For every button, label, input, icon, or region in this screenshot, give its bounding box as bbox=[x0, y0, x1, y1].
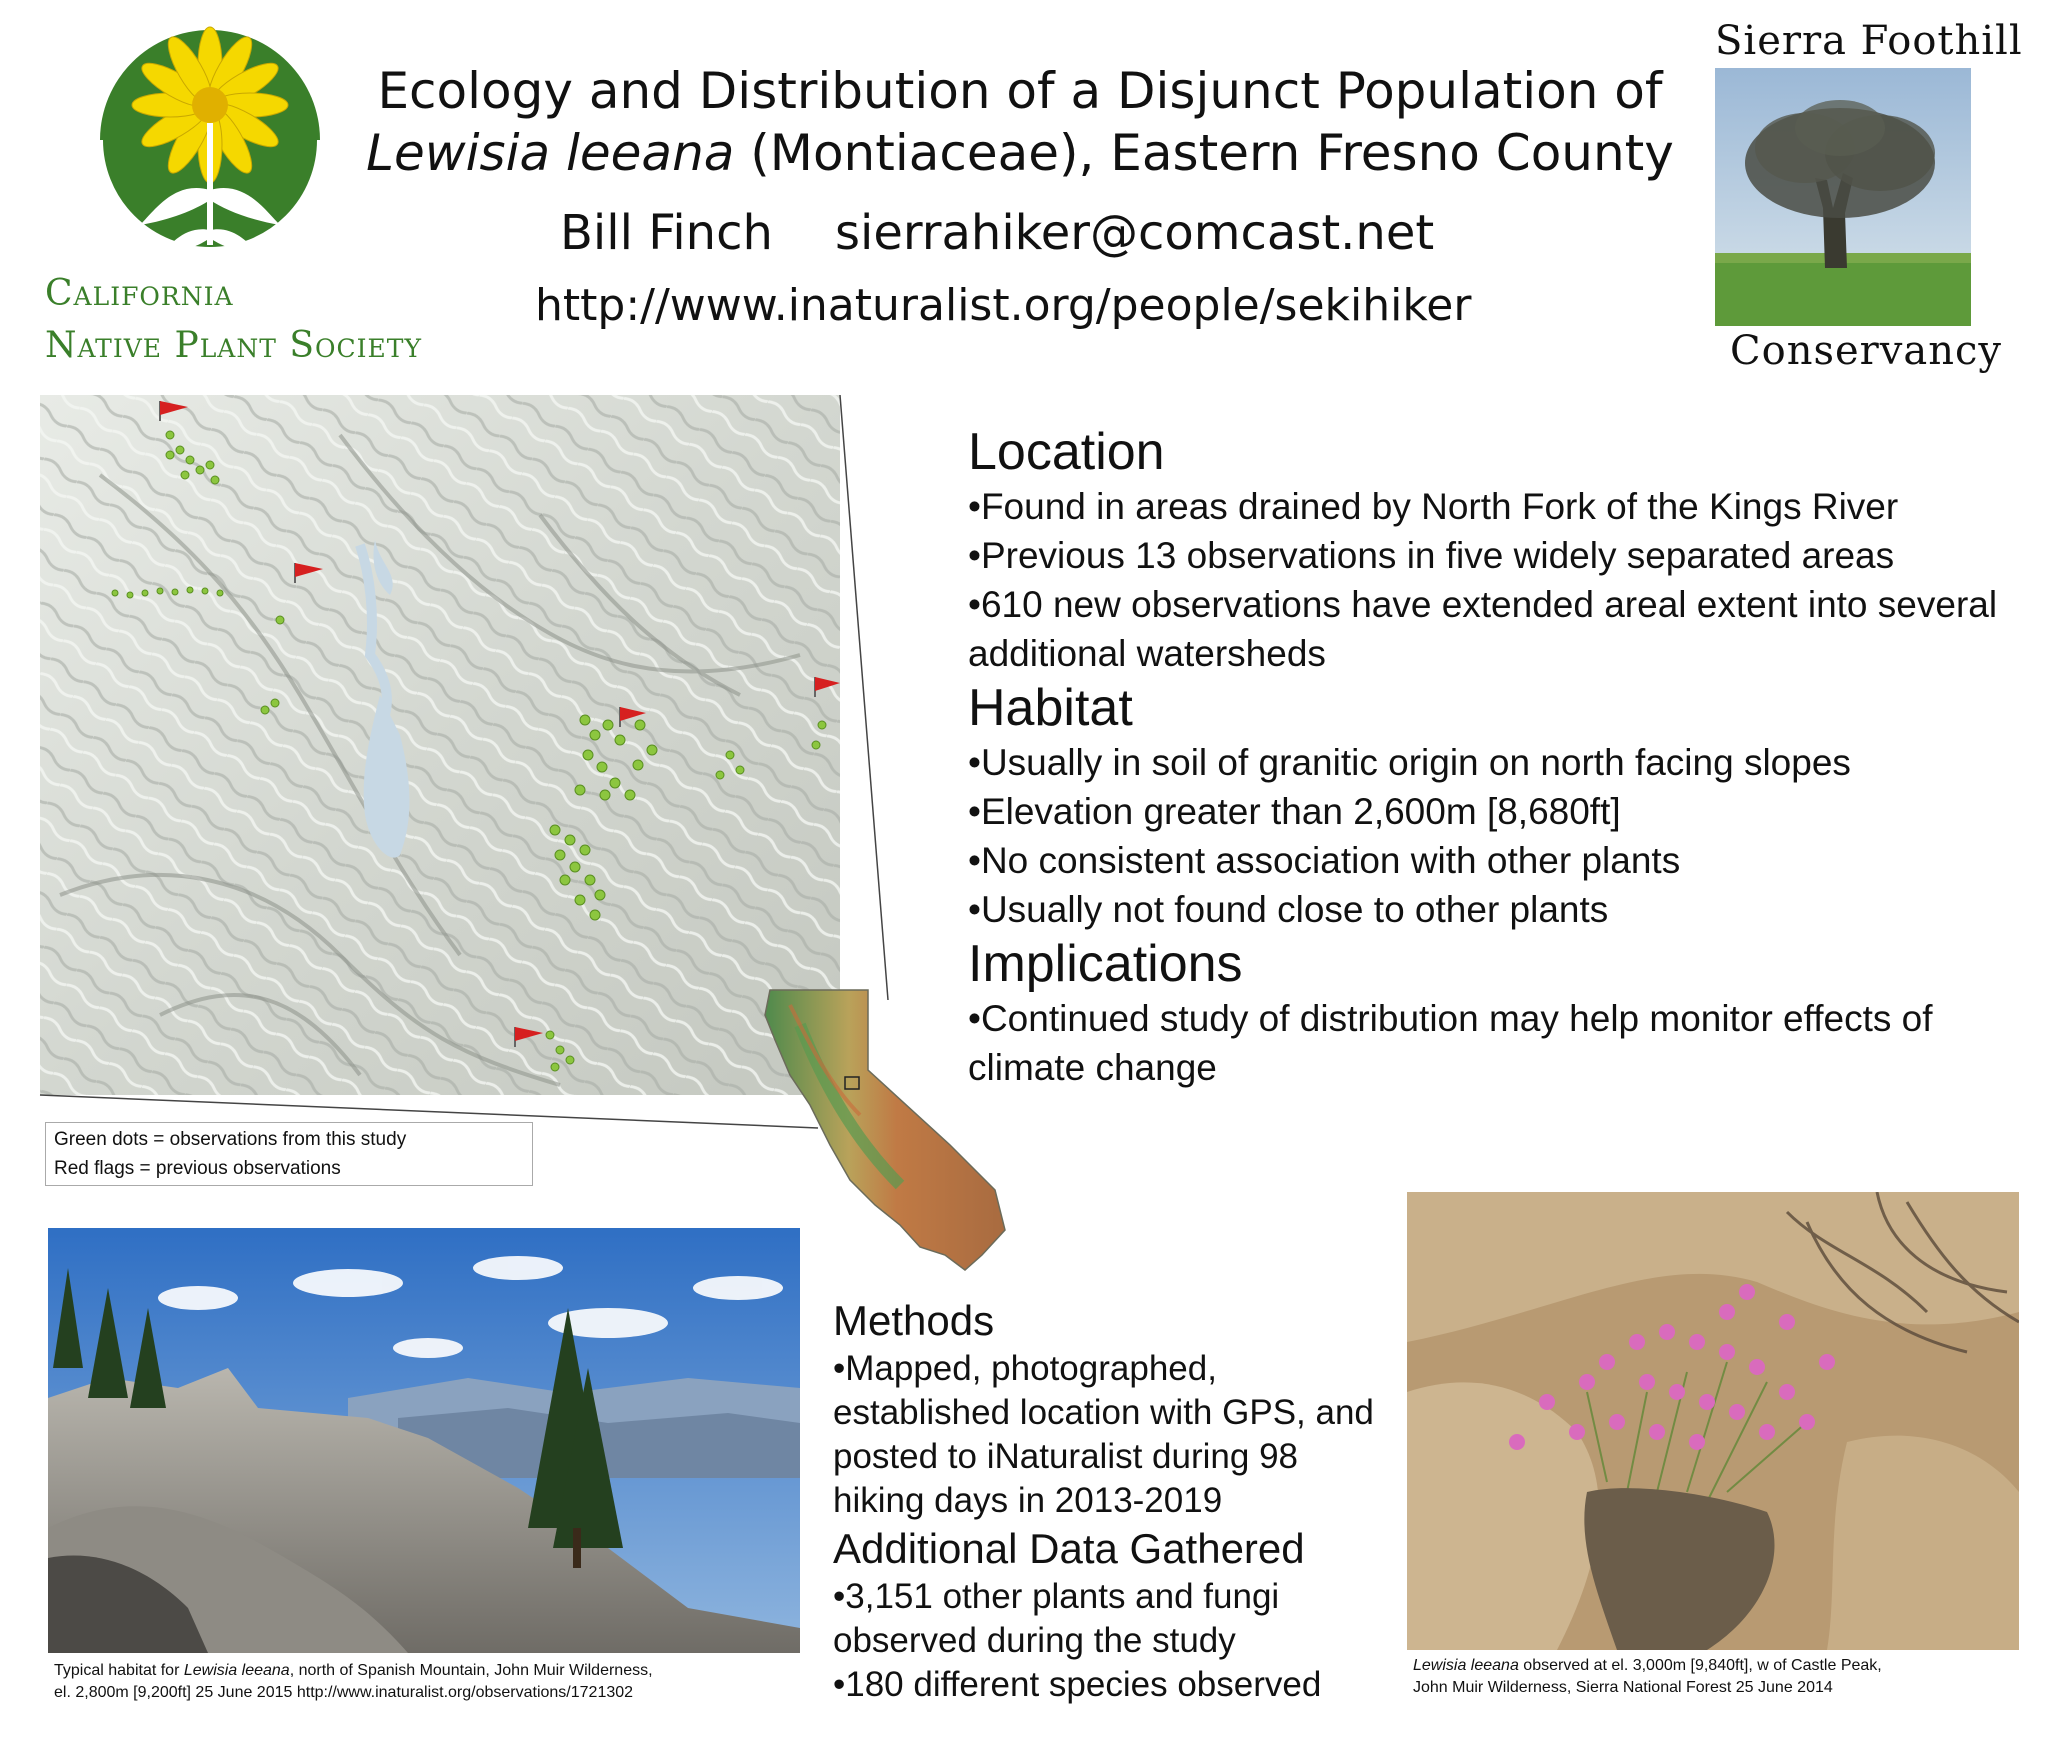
additional-data-heading: Additional Data Gathered bbox=[833, 1525, 1305, 1572]
sfc-name-bottom: Conservancy bbox=[1730, 328, 2002, 374]
title-line-2 bbox=[340, 122, 1700, 184]
title-species: Lewisia leeana bbox=[366, 124, 735, 182]
study-area-map bbox=[40, 395, 840, 1095]
implications-heading: Implications bbox=[968, 935, 1243, 993]
habitat-item: •Elevation greater than 2,600m [8,680ft] bbox=[968, 791, 1621, 832]
caption-species: Lewisia leeana bbox=[1413, 1657, 1519, 1674]
flower-caption-line-1 bbox=[1413, 1655, 2023, 1677]
author-url[interactable]: http://www.inaturalist.org/people/sekihiker bbox=[535, 280, 1472, 331]
author-email[interactable]: sierrahiker@comcast.net bbox=[835, 205, 1435, 261]
legend-green-dots: Green dots = observations from this study bbox=[54, 1129, 407, 1150]
title-line-1: Ecology and Distribution of a Disjunct Population of bbox=[377, 62, 1663, 120]
habitat-item: •No consistent association with other plants bbox=[968, 840, 1681, 881]
location-heading: Location bbox=[968, 423, 1165, 481]
poster-title bbox=[340, 60, 1700, 184]
cnps-line-2: Native Plant Society bbox=[45, 325, 422, 366]
cnps-name bbox=[45, 268, 422, 372]
habitat-heading: Habitat bbox=[968, 679, 1133, 737]
title-line-2-rest: (Montiaceae), Eastern Fresno County bbox=[734, 124, 1674, 182]
habitat-caption-line-2: el. 2,800m [9,200ft] 25 June 2015 http://www.inaturalist.org/observations/1721302 bbox=[54, 1684, 634, 1701]
caption-text: , north of Spanish Mountain, John Muir Wilderness, bbox=[289, 1662, 653, 1679]
caption-species: Lewisia leeana bbox=[183, 1662, 290, 1679]
sfc-name-top: Sierra Foothill bbox=[1715, 18, 2023, 64]
habitat-item: •Usually not found close to other plants bbox=[968, 889, 1609, 930]
methods-heading: Methods bbox=[833, 1297, 995, 1344]
habitat-caption-line-1 bbox=[54, 1660, 814, 1682]
findings-section bbox=[968, 422, 2008, 1092]
methods-section bbox=[833, 1295, 1393, 1707]
sfc-oak-tree-photo bbox=[1715, 68, 1971, 326]
caption-text: Typical habitat for bbox=[54, 1662, 184, 1679]
habitat-photo bbox=[48, 1228, 800, 1653]
methods-item: •Mapped, photographed, established location with GPS, and posted to iNaturalist during 98 hiking days in 2013-2019 bbox=[833, 1349, 1374, 1520]
cnps-line-1: California bbox=[45, 273, 234, 314]
caption-text: observed at el. 3,000m [9,840ft], w of Castle Peak, bbox=[1518, 1657, 1882, 1674]
habitat-photo-caption bbox=[54, 1660, 814, 1704]
location-item: •Found in areas drained by North Fork of the Kings River bbox=[968, 486, 1899, 527]
location-item: •610 new observations have extended areal extent into several additional watersheds bbox=[968, 584, 1998, 674]
lewisia-flower-photo bbox=[1407, 1192, 2019, 1650]
flower-caption-line-2: John Muir Wilderness, Sierra National Forest 25 June 2014 bbox=[1413, 1679, 1833, 1696]
legend-red-flags: Red flags = previous observations bbox=[54, 1158, 341, 1179]
location-item: •Previous 13 observations in five widely separated areas bbox=[968, 535, 1895, 576]
additional-data-item: •3,151 other plants and fungi observed during the study bbox=[833, 1577, 1280, 1660]
habitat-item: •Usually in soil of granitic origin on north facing slopes bbox=[968, 742, 1851, 783]
additional-data-item: •180 different species observed bbox=[833, 1665, 1322, 1704]
implications-item: •Continued study of distribution may help monitor effects of climate change bbox=[968, 998, 1933, 1088]
flower-photo-caption bbox=[1413, 1655, 2023, 1699]
map-legend bbox=[45, 1122, 533, 1186]
author-name: Bill Finch bbox=[560, 205, 773, 261]
